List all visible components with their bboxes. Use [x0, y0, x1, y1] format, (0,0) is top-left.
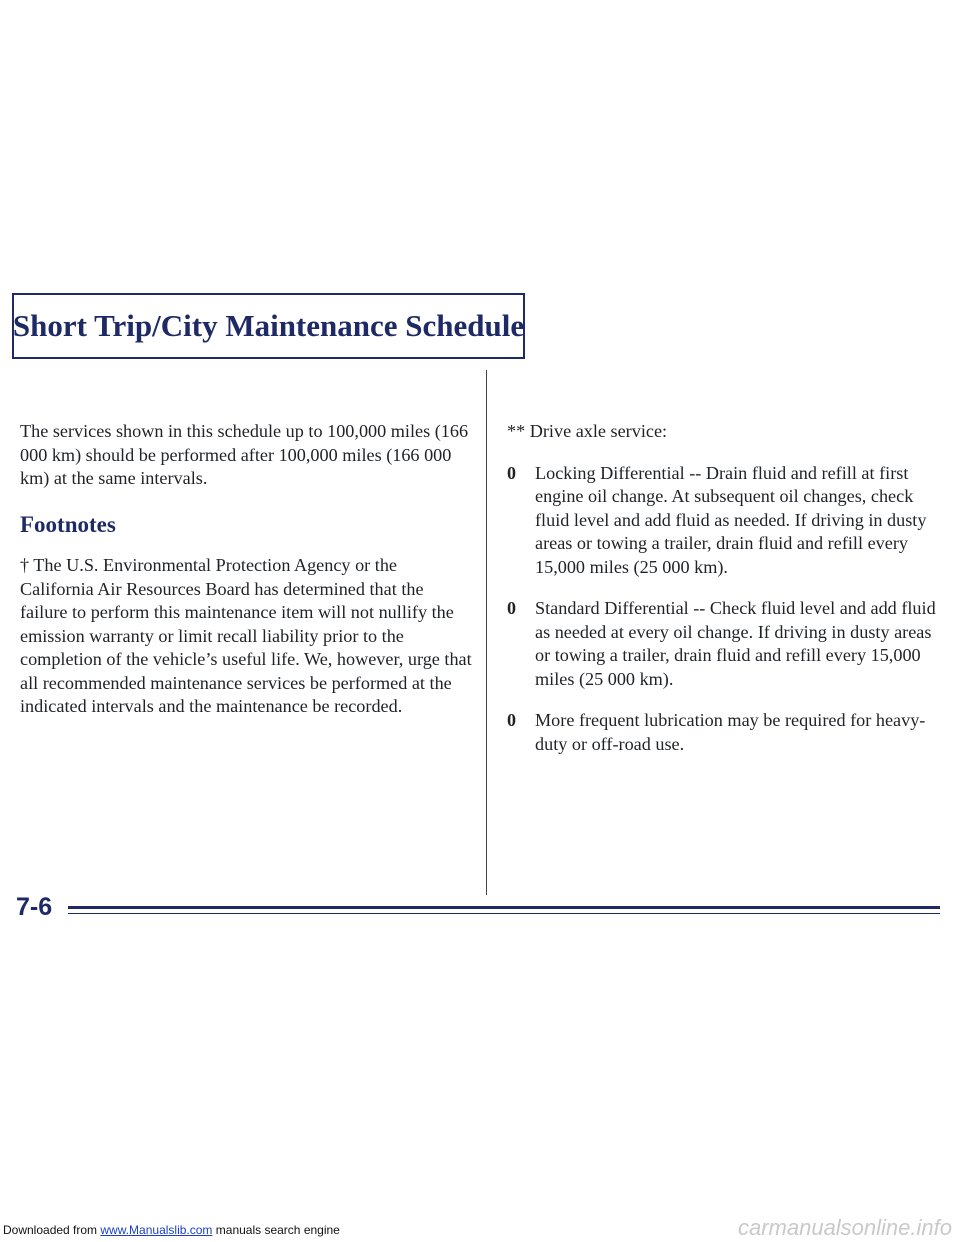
- manualslib-link[interactable]: www.Manualslib.com: [100, 1223, 213, 1237]
- column-divider: [486, 370, 487, 895]
- section-title-box: [12, 293, 525, 359]
- list-item-text: More frequent lubrication may be required for heavy-duty or off-road use.: [535, 710, 926, 754]
- footer-rule-thin: [68, 913, 940, 914]
- list-item: [507, 709, 947, 756]
- footer-rule-thick: [68, 906, 940, 909]
- download-footer: [3, 1223, 340, 1237]
- footer-prefix: Downloaded from: [3, 1223, 101, 1237]
- bullet-icon: 0: [507, 462, 516, 483]
- list-item: [507, 462, 947, 580]
- bullet-icon: 0: [507, 598, 516, 618]
- right-column: [507, 420, 947, 774]
- list-item-text: Locking Differential -- Drain fluid and refill at first engine oil change. At subsequent oil changes, check fluid level and add fluid as needed. If driving in dusty areas or towing a trailer, drain fluid and refill every 15,000 miles (25 000 km).: [535, 462, 927, 577]
- bullet-icon: 0: [507, 710, 516, 730]
- footnote-paragraph: † The U.S. Environmental Protection Agency or the California Air Resources Board has determined that the failure to perform this maintenance item will not nullify the emission warranty or limit recall liability prior to the completion of the vehicle’s useful life. We, however, urge that all recommended maintenance services be performed at the indicated intervals and the maintenance be recorded.: [20, 555, 472, 716]
- watermark: carmanualsonline.info: [737, 1215, 952, 1240]
- page-number: 7-6: [16, 893, 53, 921]
- list-item-text: Standard Differential -- Check fluid level and add fluid as needed at every oil change. If driving in dusty areas or towing a trailer, drain fluid and refill every 15,000 miles (25 000 km).: [535, 598, 936, 689]
- intro-paragraph: The services shown in this schedule up to 100,000 miles (166 000 km) should be performed after 100,000 miles (166 000 km) at the same intervals.: [20, 421, 469, 488]
- drive-axle-list: [507, 462, 947, 757]
- left-column: [20, 420, 475, 719]
- section-title: Short Trip/City Maintenance Schedule: [12, 308, 525, 343]
- footer-suffix: manuals search engine: [212, 1223, 340, 1237]
- footnotes-heading: Footnotes: [20, 511, 116, 537]
- list-item: [507, 597, 947, 691]
- drive-axle-intro: ** Drive axle service:: [507, 421, 668, 441]
